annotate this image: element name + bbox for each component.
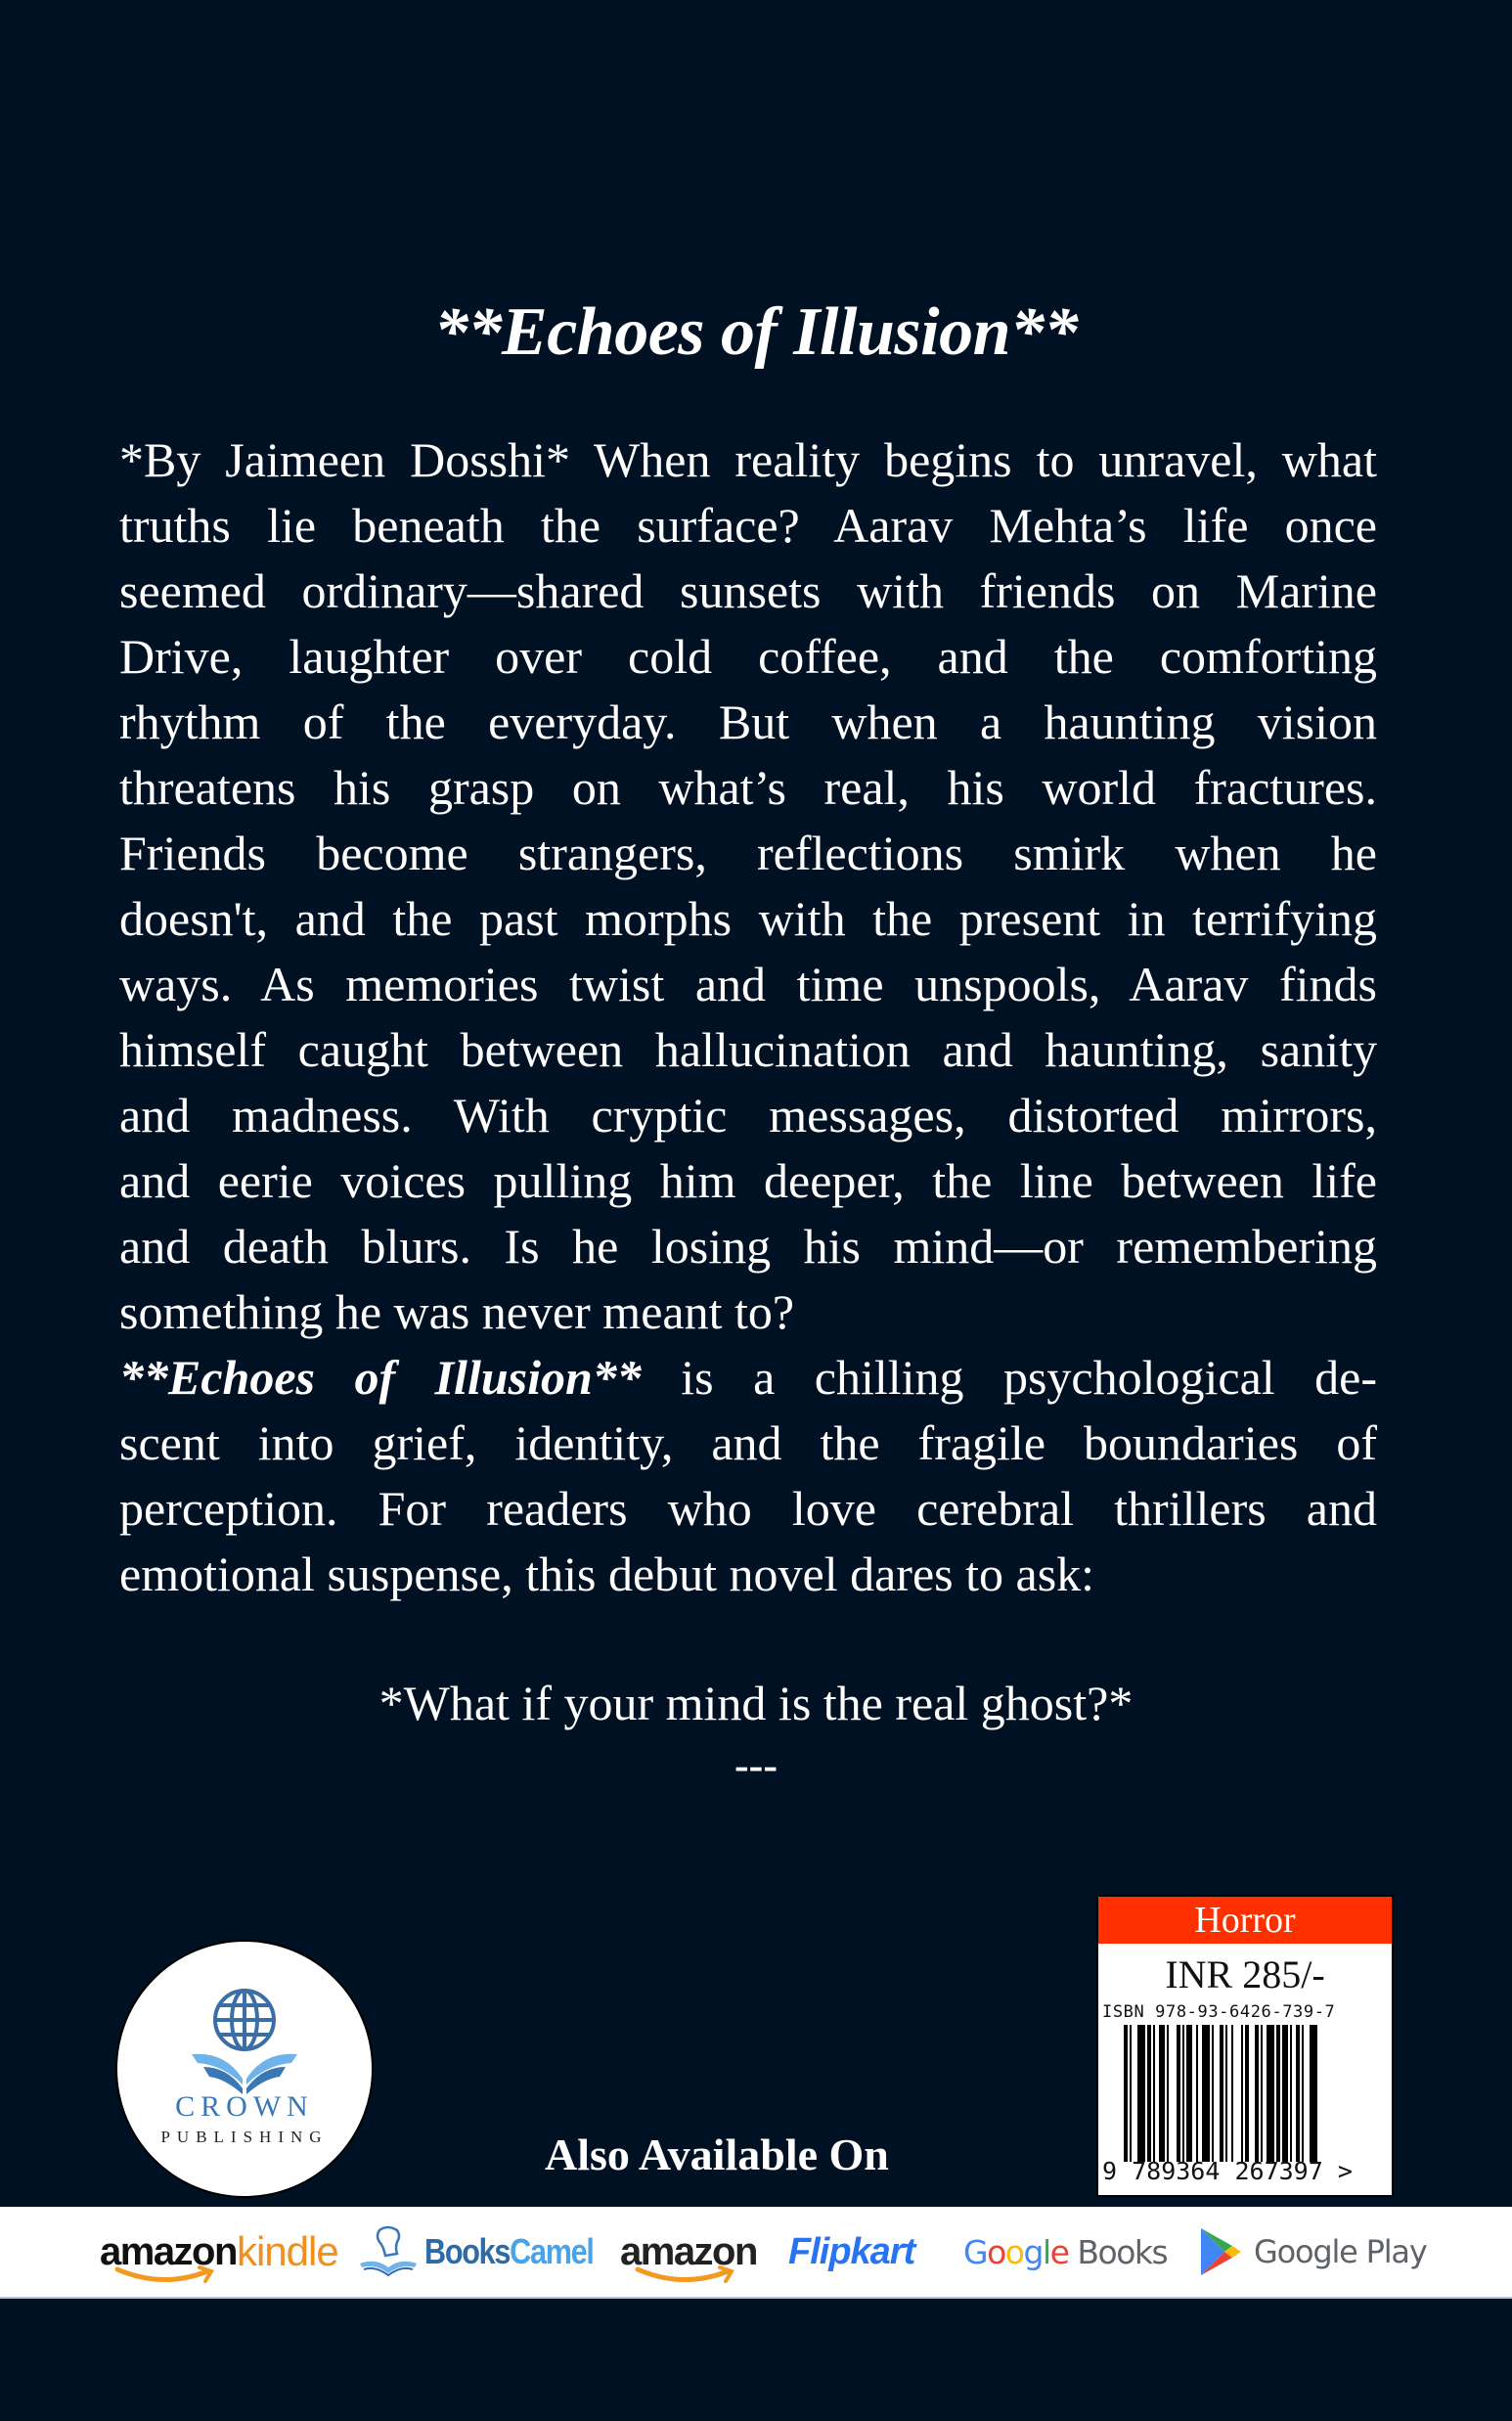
publisher-logo [117, 1942, 372, 2196]
blurb-line: something he was never meant to? [119, 1284, 795, 1339]
blurb-line: and madness. With cryptic messages, distorted mirrors, [119, 1088, 1377, 1143]
store-logos-band [0, 2207, 1512, 2299]
blurb-line: and death blurs. Is he losing his mind—or remembering [119, 1219, 1377, 1274]
book-title: **Echoes of Illusion** [434, 294, 1078, 370]
blurb-line: Drive, laughter over cold coffee, and the comforting [119, 629, 1377, 684]
amazon-wordmark: amazon [100, 2229, 237, 2273]
blurb-line: truths lie beneath the surface? Aarav Mehta’s life once [119, 498, 1377, 553]
tagline: *What if your mind is the real ghost?* [378, 1676, 1134, 1730]
separator: --- [734, 1741, 778, 1789]
blurb-text: is a chilling psychological de- [641, 1350, 1377, 1405]
publisher-name: CROWN [175, 2090, 314, 2123]
kindle-wordmark: kindle [236, 2228, 338, 2274]
emphasized-title: **Echoes of Illusion** [119, 1350, 642, 1405]
price-label: INR 285/- [1165, 1952, 1325, 1996]
blurb-line: perception. For readers who love cerebral thrillers and [119, 1481, 1377, 1536]
store-google-books[interactable] [963, 2207, 1167, 2297]
flipkart-wordmark: Flipkart [788, 2230, 915, 2272]
genre-label: Horror [1098, 1897, 1392, 1944]
publisher-subtitle: PUBLISHING [160, 2128, 329, 2146]
blurb-line: ways. As memories twist and time unspools, Aarav finds [119, 957, 1377, 1011]
amazon-smile-icon [113, 2264, 221, 2287]
blurb-line: threatens his grasp on what’s real, his world fractures. [119, 760, 1377, 815]
google-books-wordmark: Google Books [963, 2232, 1168, 2271]
isbn-label: ISBN 978-93-6426-739-7 [1102, 2002, 1336, 2022]
blurb-line: rhythm of the everyday. But when a haunting vision [119, 695, 1377, 749]
blurb-line: scent into grief, identity, and the fragile boundaries of [119, 1415, 1377, 1470]
store-google-play[interactable] [1199, 2207, 1427, 2297]
barcode-icon [1124, 2025, 1329, 2162]
blurb-line: *By Jaimeen Dosshi* When reality begins to unravel, what [119, 432, 1377, 487]
store-flipkart[interactable] [788, 2207, 914, 2297]
price-barcode-box [1096, 1895, 1394, 2197]
blurb-line: himself caught between hallucination and haunting, sanity [119, 1022, 1377, 1077]
blurb-line: seemed ordinary—shared sunsets with friends on Marine [119, 563, 1377, 618]
blurb-line: doesn't, and the past morphs with the present in terrifying [119, 891, 1377, 946]
store-amazon-kindle[interactable] [100, 2207, 338, 2297]
blurb-line: and eerie voices pulling him deeper, the line between life [119, 1153, 1377, 1208]
globe-book-icon [117, 1942, 372, 2196]
barcode-digits: 9 789364 267397 > [1102, 2157, 1353, 2185]
blurb-line [119, 1345, 1377, 1411]
google-play-icon [1199, 2226, 1242, 2277]
camel-book-icon [358, 2224, 419, 2279]
store-bookscamel[interactable] [358, 2207, 623, 2297]
bookscamel-wordmark: BooksCamel [424, 2231, 594, 2271]
also-available-label: Also Available On [545, 2130, 889, 2179]
amazon-smile-icon [634, 2264, 741, 2287]
google-play-wordmark: Google Play [1254, 2233, 1427, 2270]
blurb-line: Friends become strangers, reflections smirk when he [119, 826, 1377, 880]
blurb-line: emotional suspense, this debut novel dares to ask: [119, 1547, 1095, 1601]
store-amazon[interactable] [620, 2207, 757, 2297]
amazon-wordmark: amazon [620, 2229, 757, 2273]
